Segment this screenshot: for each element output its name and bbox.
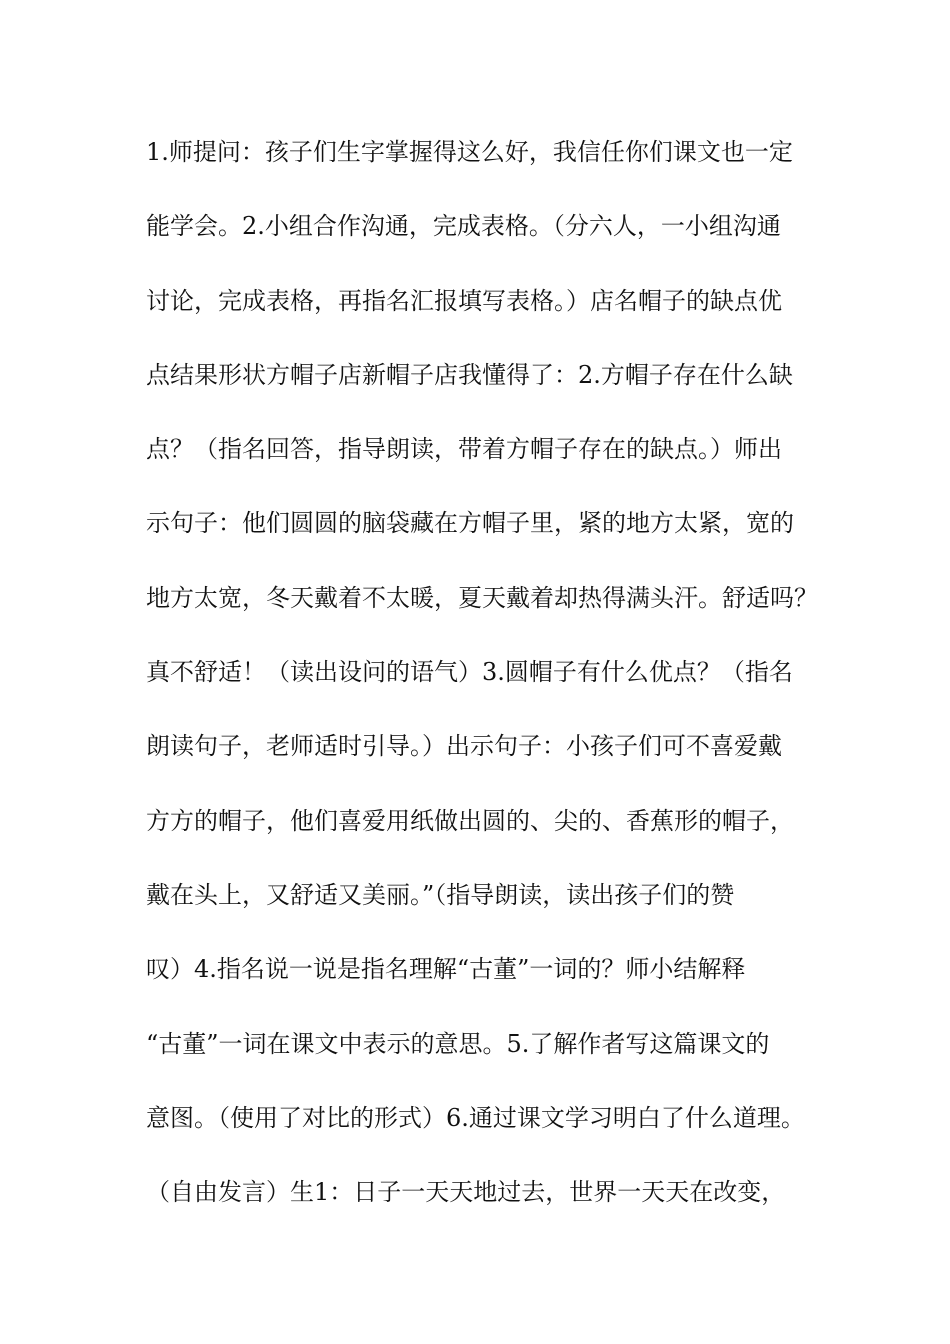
text-line: 1.师提问：孩子们生字掌握得这么好，我信任你们课文也一定 <box>146 138 793 166</box>
text-line: 叹）4.指名说一说是指名理解“古董”一词的？师小结解释 <box>146 955 746 984</box>
text-line: 方方的帽子，他们喜爱用纸做出圆的、尖的、香蕉形的帽子， <box>146 806 794 835</box>
text-line: “古董”一词在课文中表示的意思。5.了解作者写这篇课文的 <box>146 1029 770 1058</box>
body-text <box>146 126 818 1240</box>
text-line: 地方太宽，冬天戴着不太暖，夏天戴着却热得满头汗。舒适吗？ <box>146 583 818 612</box>
text-line: 朗读句子，老师适时引导。）出示句子：小孩子们可不喜爱戴 <box>146 732 782 761</box>
text-line: 示句子：他们圆圆的脑袋藏在方帽子里，紧的地方太紧，宽的 <box>146 509 794 538</box>
text-line: 讨论，完成表格，再指名汇报填写表格。）店名帽子的缺点优 <box>146 286 782 315</box>
text-line: 真不舒适！（读出设问的语气）3.圆帽子有什么优点？（指名 <box>146 658 793 687</box>
text-line: 戴在头上，又舒适又美丽。”（指导朗读，读出孩子们的赞 <box>146 880 735 909</box>
text-line: 意图。（使用了对比的形式）6.通过课文学习明白了什么道理。 <box>146 1103 805 1132</box>
text-line: 点结果形状方帽子店新帽子店我懂得了：2.方帽子存在什么缺 <box>146 360 793 389</box>
text-line: （自由发言）生1：日子一天天地过去，世界一天天在改变， <box>146 1178 786 1207</box>
text-line: 点？（指名回答，指导朗读，带着方帽子存在的缺点。）师出 <box>146 435 782 464</box>
text-line: 能学会。2.小组合作沟通，完成表格。（分六人，一小组沟通 <box>146 212 781 241</box>
